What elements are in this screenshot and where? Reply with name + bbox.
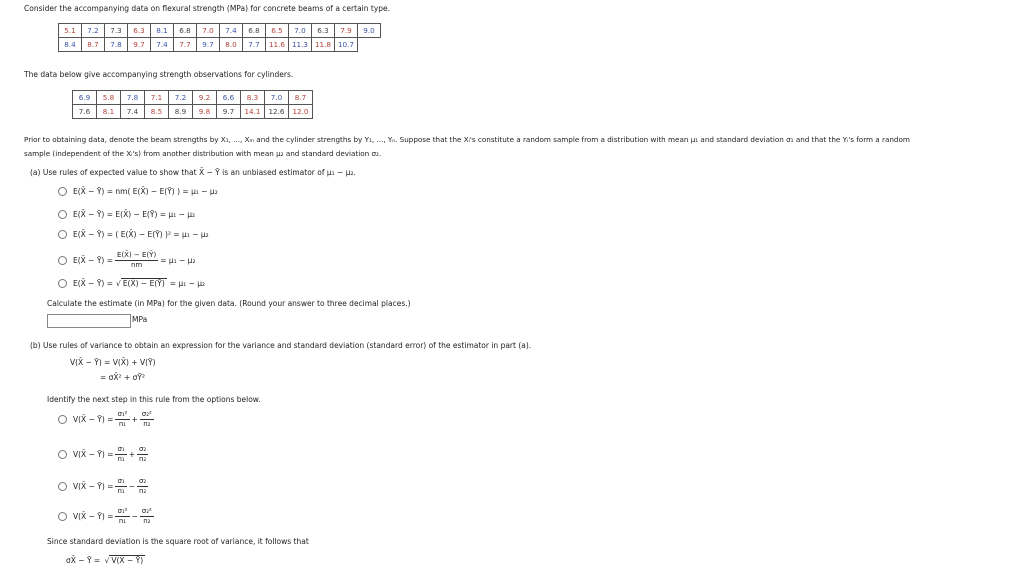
table-cell: 11.6 xyxy=(266,38,289,52)
option-lhs: V(X̄ − Ȳ) = xyxy=(73,415,114,424)
table-cell: 7.3 xyxy=(105,24,128,38)
table-cell: 7.0 xyxy=(197,24,220,38)
table-cell: 9.2 xyxy=(193,91,217,105)
fraction-denominator: n₁ xyxy=(117,487,125,495)
table-cell: 9.7 xyxy=(128,38,151,52)
table-cell: 12.6 xyxy=(265,105,289,119)
radical-content: E(X̄) − E(Ȳ) xyxy=(122,279,165,288)
radio-button[interactable] xyxy=(58,450,67,459)
fraction-numerator: σ₂ xyxy=(138,445,147,453)
fraction-numerator: σ₁² xyxy=(117,507,128,515)
table-cell: 12.0 xyxy=(289,105,313,119)
fraction-denominator: n₂ xyxy=(143,517,151,525)
beams-row-2 xyxy=(59,38,381,52)
table-cell: 9.0 xyxy=(358,24,381,38)
fraction xyxy=(137,446,148,463)
option-lhs: E(X̄ − Ȳ) = xyxy=(73,278,114,288)
fraction xyxy=(115,446,126,463)
part-b-option-4[interactable] xyxy=(58,508,156,525)
calculate-instruction: Calculate the estimate (in MPa) for the given data. (Round your answer to three decimal places.) xyxy=(47,299,411,308)
option-lhs: V(X̄ − Ȳ) = xyxy=(73,512,114,521)
identify-instruction: Identify the next step in this rule from the options below. xyxy=(47,395,261,404)
intro-text: Consider the accompanying data on flexural strength (MPa) for concrete beams of a certain type. xyxy=(24,4,391,13)
prior-text-line-2: sample (independent of the Xᵢ's) from another distribution with mean μ₂ and standard deviation σ₂. xyxy=(24,149,382,158)
radio-button[interactable] xyxy=(58,482,67,491)
part-b-question: (b) Use rules of variance to obtain an expression for the variance and standard deviation (standard error) of the estimator in part (a). xyxy=(30,341,532,350)
cylinders-intro: The data below give accompanying strength observations for cylinders. xyxy=(24,70,294,79)
part-a-option-5[interactable]: E(X̄ − Ȳ) = √ E(X̄) − E(Ȳ) = μ₁ − μ₂ xyxy=(58,278,205,288)
fraction-denominator: n₁ xyxy=(117,455,125,463)
table-cell: 6.8 xyxy=(174,24,197,38)
table-cell: 9.7 xyxy=(217,105,241,119)
table-cell: 7.2 xyxy=(169,91,193,105)
table-cell: 8.7 xyxy=(289,91,313,105)
table-cell: 5.1 xyxy=(59,24,82,38)
part-a-question: (a) Use rules of expected value to show that X̄ − Ȳ is an unbiased estimator of μ₁ − μ₂. xyxy=(30,168,356,177)
table-cell: 7.4 xyxy=(220,24,243,38)
table-cell: 9.8 xyxy=(193,105,217,119)
table-cell: 7.1 xyxy=(145,91,169,105)
fraction-numerator: σ₁² xyxy=(117,410,128,418)
fraction-numerator: σ₂ xyxy=(138,477,147,485)
option-lhs: V(X̄ − Ȳ) = xyxy=(73,450,114,459)
table-cell: 7.7 xyxy=(243,38,266,52)
part-a-option-4[interactable] xyxy=(58,252,195,269)
table-cell: 7.8 xyxy=(121,91,145,105)
part-b-option-1[interactable] xyxy=(58,411,156,428)
radio-button[interactable] xyxy=(58,415,67,424)
table-cell: 8.3 xyxy=(241,91,265,105)
fraction-numerator: σ₁ xyxy=(117,445,125,453)
table-cell: 10.7 xyxy=(335,38,358,52)
table-cell: 8.0 xyxy=(220,38,243,52)
fraction xyxy=(115,411,129,428)
table-cell: 9.7 xyxy=(197,38,220,52)
option-tail: = μ₁ − μ₂ xyxy=(160,256,196,265)
prior-text-line-1: Prior to obtaining data, denote the beam strengths by X₁, ..., Xₘ and the cylinder strengths by Y₁, ..., Yₙ. Suppose that the Xᵢ's constitute a random sample from a distribution with mean μ₁ and standard deviation σ₁ and that the Yᵢ's form a random xyxy=(24,135,910,144)
fraction xyxy=(115,478,126,495)
cylinders-table xyxy=(72,90,313,119)
fraction-denominator: n₂ xyxy=(138,455,147,463)
part-a-option-1[interactable] xyxy=(58,187,218,196)
table-cell: 6.3 xyxy=(312,24,335,38)
std-dev-lhs: σX̄ − Ȳ = xyxy=(66,556,101,565)
cylinders-row-2 xyxy=(73,105,313,119)
radio-button[interactable] xyxy=(58,256,67,265)
table-cell: 8.7 xyxy=(82,38,105,52)
table-cell: 8.4 xyxy=(59,38,82,52)
table-cell: 7.8 xyxy=(105,38,128,52)
table-cell: 14.1 xyxy=(241,105,265,119)
table-cell: 8.1 xyxy=(151,24,174,38)
fraction-denominator: n₂ xyxy=(143,420,151,428)
option-lhs: V(X̄ − Ȳ) = xyxy=(73,482,114,491)
estimate-answer-input[interactable] xyxy=(47,314,131,328)
option-label: E(X̄ − Ȳ) = E(X̄) − E(Ȳ) = μ₁ − μ₂ xyxy=(73,210,196,219)
table-cell: 11.3 xyxy=(289,38,312,52)
variance-line-2: = σX̄² + σȲ² xyxy=(100,373,145,382)
fraction-numerator: E(X̄) − E(Ȳ) xyxy=(117,251,157,259)
fraction xyxy=(115,252,158,269)
radio-button[interactable] xyxy=(58,230,67,239)
radio-button[interactable] xyxy=(58,279,67,288)
part-a-option-2[interactable] xyxy=(58,210,195,219)
option-label: E(X̄ − Ȳ) = nm( E(X̄) − E(Ȳ) ) = μ₁ − μ₂ xyxy=(73,187,218,196)
variance-line-1: V(X̄ − Ȳ) = V(X̄) + V(Ȳ) xyxy=(70,358,156,367)
operator: + xyxy=(128,450,135,459)
option-tail: = μ₁ − μ₂ xyxy=(169,278,206,288)
cylinders-row-1 xyxy=(73,91,313,105)
table-cell: 7.2 xyxy=(82,24,105,38)
table-cell: 7.9 xyxy=(335,24,358,38)
radical-content: V(X̄ − Ȳ) xyxy=(111,556,144,565)
beams-row-1 xyxy=(59,24,381,38)
fraction xyxy=(140,508,154,525)
unit-label: MPa xyxy=(132,315,148,324)
table-cell: 6.8 xyxy=(243,24,266,38)
fraction-numerator: σ₂² xyxy=(141,507,152,515)
fraction-numerator: σ₁ xyxy=(117,477,125,485)
table-cell: 6.5 xyxy=(266,24,289,38)
radio-button[interactable] xyxy=(58,210,67,219)
option-lhs: E(X̄ − Ȳ) = xyxy=(73,256,114,265)
table-cell: 8.1 xyxy=(97,105,121,119)
table-cell: 7.7 xyxy=(174,38,197,52)
fraction-denominator: n₁ xyxy=(118,517,127,525)
part-b-option-2[interactable] xyxy=(58,446,150,463)
std-dev-line: σX̄ − Ȳ = √ V(X̄ − Ȳ) xyxy=(66,556,144,565)
table-cell: 7.4 xyxy=(121,105,145,119)
operator: − xyxy=(128,482,135,491)
table-cell: 6.9 xyxy=(73,91,97,105)
operator: − xyxy=(131,512,138,521)
radio-button[interactable] xyxy=(58,187,67,196)
table-cell: 11.8 xyxy=(312,38,335,52)
fraction xyxy=(137,478,148,495)
fraction-numerator: σ₂² xyxy=(141,410,152,418)
since-text: Since standard deviation is the square root of variance, it follows that xyxy=(47,537,309,546)
beams-table xyxy=(58,23,381,52)
table-cell: 7.6 xyxy=(73,105,97,119)
table-cell: 8.9 xyxy=(169,105,193,119)
table-cell: 5.8 xyxy=(97,91,121,105)
operator: + xyxy=(131,415,138,424)
fraction xyxy=(140,411,154,428)
fraction-denominator: n₂ xyxy=(138,487,147,495)
table-cell: 8.5 xyxy=(145,105,169,119)
table-cell: 7.0 xyxy=(289,24,312,38)
part-b-option-3[interactable] xyxy=(58,478,150,495)
table-cell: 7.0 xyxy=(265,91,289,105)
fraction xyxy=(115,508,129,525)
table-cell: 6.3 xyxy=(128,24,151,38)
fraction-denominator: nm xyxy=(130,261,143,269)
radio-button[interactable] xyxy=(58,512,67,521)
table-cell: 7.4 xyxy=(151,38,174,52)
table-cell: 6.6 xyxy=(217,91,241,105)
fraction-denominator: n₁ xyxy=(118,420,127,428)
part-a-option-3[interactable] xyxy=(58,230,209,239)
option-label: E(X̄ − Ȳ) = ( E(X̄) − E(Ȳ) )² = μ₁ − μ₂ xyxy=(73,230,209,239)
